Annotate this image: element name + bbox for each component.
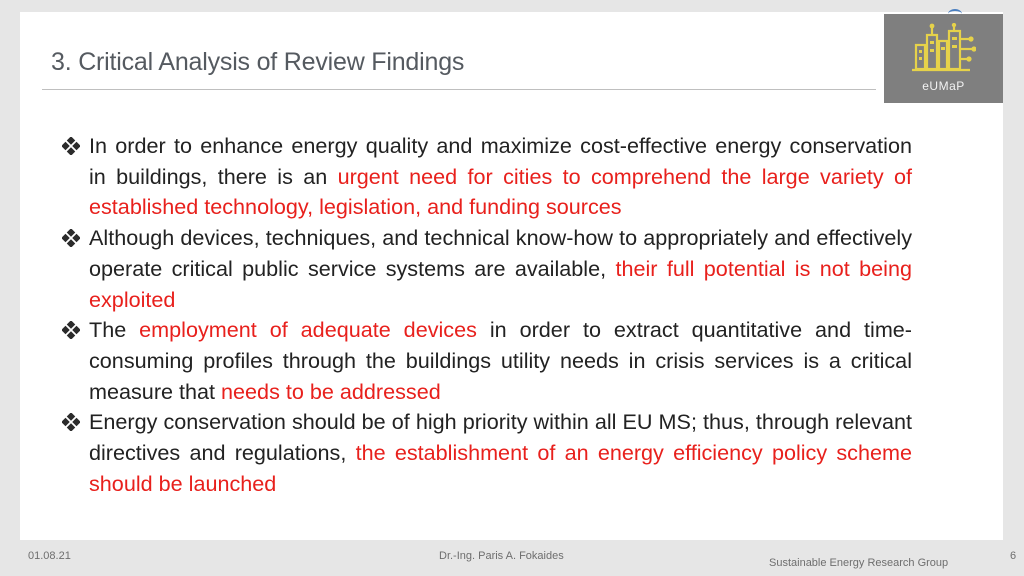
- footer-group: Sustainable Energy Research Group: [769, 557, 949, 569]
- eumap-logo: [884, 14, 1003, 103]
- bullet-highlight: urgent need for cities to comprehend the large variety of established technology, legislation, and funding sources: [89, 163, 912, 220]
- bullet-item: [62, 407, 912, 499]
- title-divider: [42, 89, 876, 90]
- bullet-highlight: the establishment of an energy efficiency policy scheme should be launched: [89, 440, 912, 496]
- bullet-text: in order to extract quantitative and time-consuming profiles through the buildings utility needs in crisis services is a critical measure that: [89, 317, 913, 404]
- bullet-highlight: employment of adequate devices: [139, 317, 477, 343]
- diamond-bullet-icon: [62, 229, 80, 247]
- diamond-bullet-icon: [62, 321, 80, 339]
- bullet-list: [62, 131, 912, 499]
- bullet-text: Although devices, techniques, and technical know-how to appropriately and effectively operate critical public service systems are available,: [89, 225, 912, 281]
- page-number: 6: [1010, 550, 1017, 562]
- bullet-text: In order to enhance energy quality and maximize cost-effective energy conservation in buildings, there is an: [89, 133, 912, 189]
- city-circuit-logo-icon: [910, 23, 976, 75]
- bullet-highlight: needs to be addressed: [221, 378, 441, 404]
- bullet-item: [62, 223, 912, 315]
- diamond-bullet-icon: [62, 413, 80, 431]
- bullet-text: The: [89, 317, 140, 343]
- bullet-text: Energy conservation should be of high priority within all EU MS; thus, through relevant directives and regulations,: [89, 409, 912, 466]
- logo-label: eUMaP: [922, 79, 965, 93]
- bullet-item: [62, 315, 912, 407]
- footer-date: 01.08.21: [28, 550, 71, 562]
- footer-author: Dr.-Ing. Paris A. Fokaides: [439, 550, 564, 562]
- bullet-highlight: their full potential is not being exploited: [89, 255, 912, 312]
- slide-title: 3. Critical Analysis of Review Findings: [51, 48, 465, 76]
- diamond-bullet-icon: [62, 137, 80, 155]
- bullet-item: [62, 131, 912, 223]
